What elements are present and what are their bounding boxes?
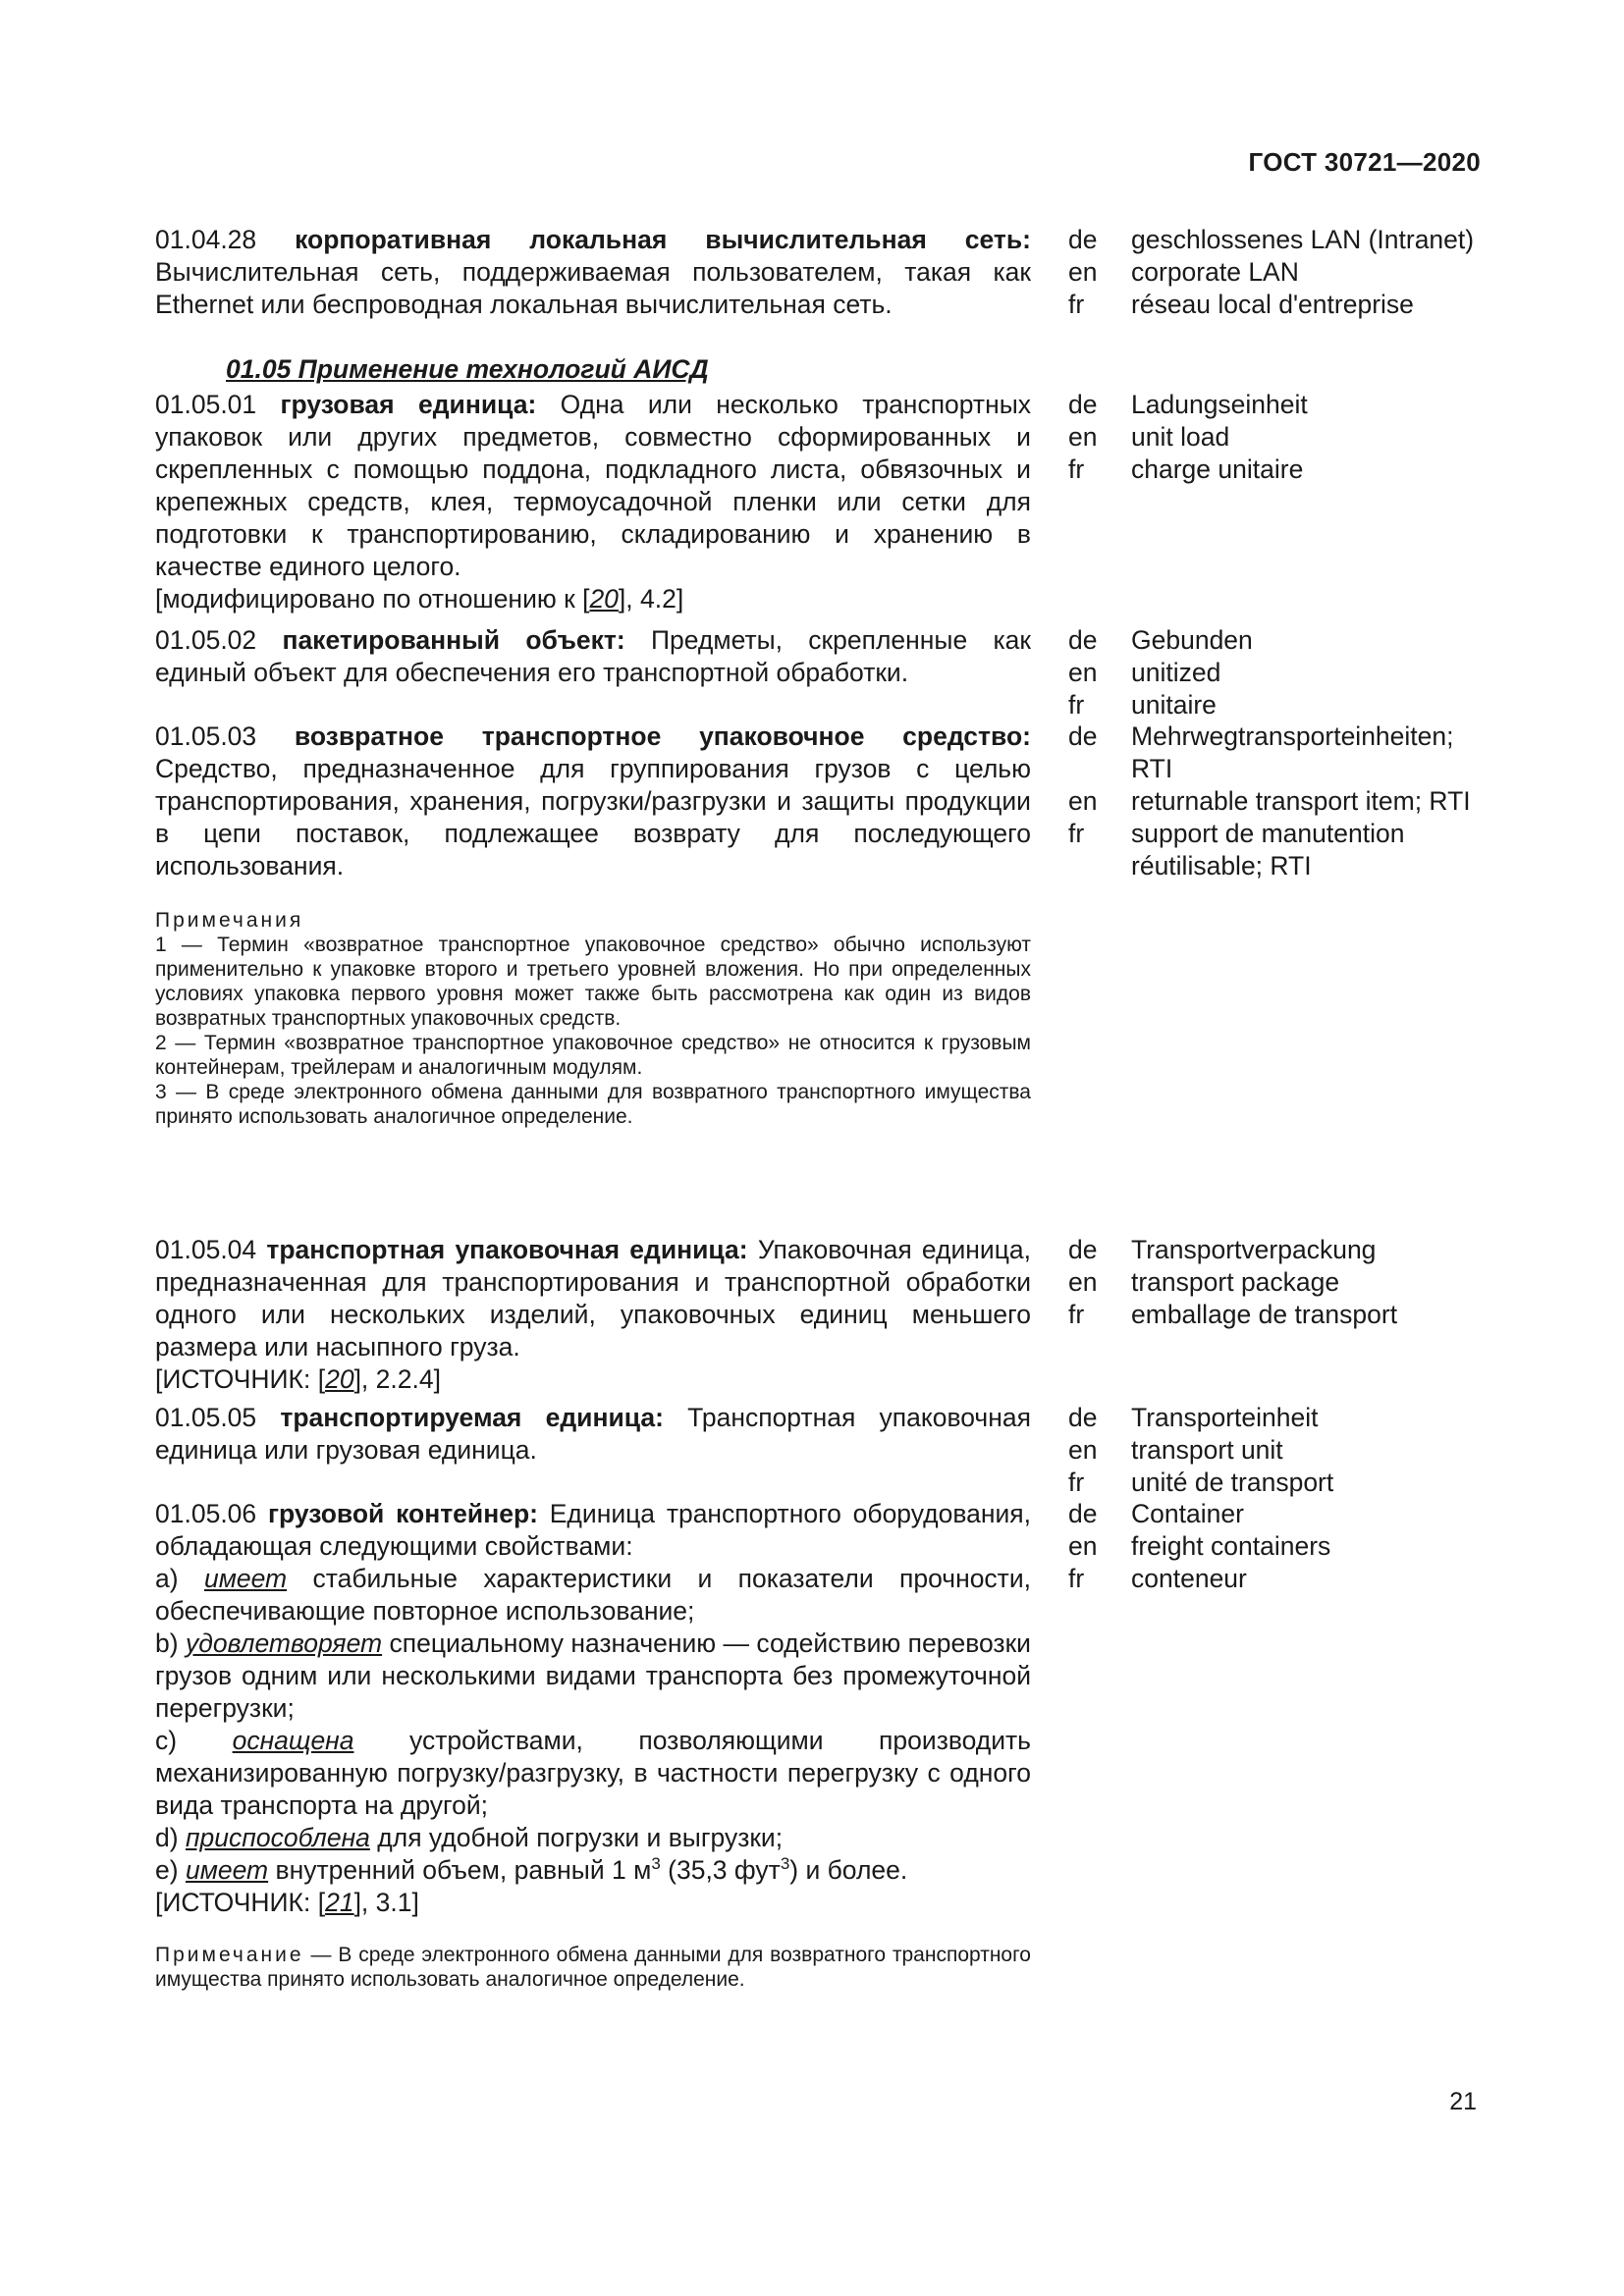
translation-term: Transporteinheit bbox=[1131, 1403, 1319, 1432]
translations-01-05-01 bbox=[1068, 389, 1500, 486]
translation-term: corporate LAN bbox=[1131, 257, 1299, 287]
translation-term: unitaire bbox=[1131, 690, 1217, 720]
translation-term: transport unit bbox=[1131, 1435, 1283, 1465]
entry-number: 01.04.28 bbox=[155, 225, 257, 254]
entry-definition: Вычислительная сеть, поддерживаемая пользователем, такая как Ethernet или беспроводная локальная вычислительная сеть. bbox=[155, 257, 1031, 319]
translation-term: Mehrwegtransporteinheiten; RTI bbox=[1131, 721, 1454, 783]
lang-code: fr bbox=[1068, 1564, 1085, 1593]
translation-term: charge unitaire bbox=[1131, 454, 1304, 484]
entry-01-05-03 bbox=[155, 721, 1031, 1129]
translation-term: support de manutention réutilisable; RTI bbox=[1131, 819, 1405, 881]
section-title: 01.05 Применение технологий АИСД bbox=[226, 354, 709, 384]
translations-01-05-02 bbox=[1068, 624, 1500, 721]
page-number: 21 bbox=[1449, 2088, 1477, 2115]
translation-term: unitized bbox=[1131, 658, 1221, 687]
reference-link[interactable]: 20 bbox=[589, 584, 619, 614]
entry-term: возвратное транспортное упаковочное средство: bbox=[294, 721, 1031, 751]
entry-01-05-02 bbox=[155, 624, 1031, 689]
entry-term: грузовой контейнер: bbox=[267, 1499, 538, 1528]
entry-term: пакетированный объект: bbox=[282, 625, 625, 655]
entry-number: 01.05.04 bbox=[155, 1235, 257, 1264]
entry-term: транспортная упаковочная единица: bbox=[266, 1235, 748, 1264]
list-item: c) оснащена устройствами, позволяющими производить механизированную погрузку/разгрузку, в частности перегрузку с одного вида транспорта на другой; bbox=[155, 1726, 1031, 1820]
entry-01-05-05 bbox=[155, 1402, 1031, 1467]
entry-source: [ИСТОЧНИК: [21], 3.1] bbox=[155, 1888, 419, 1917]
translation-term: transport package bbox=[1131, 1267, 1340, 1297]
lang-code: en bbox=[1068, 422, 1098, 452]
lang-code: en bbox=[1068, 1531, 1098, 1561]
translation-term: Transportverpackung bbox=[1131, 1235, 1377, 1264]
entry-number: 01.05.03 bbox=[155, 721, 257, 751]
list-item: e) имеет внутренний объем, равный 1 $м^3$ (35,3 фут$^3$) и более. bbox=[155, 1854, 908, 1885]
entry-definition: Средство, предназначенное для группирования грузов с целью транспортирования, хранения, погрузки/разгрузки и защиты продукции в цепи поставок, подлежащее возврату для последующего использования. bbox=[155, 754, 1031, 881]
lang-code: en bbox=[1068, 257, 1098, 287]
list-item: a) имеет стабильные характеристики и показатели прочности, обеспечивающие повторное использование; bbox=[155, 1564, 1031, 1626]
lang-code: fr bbox=[1068, 1300, 1085, 1329]
lang-code: de bbox=[1068, 225, 1098, 254]
entry-01-04-28 bbox=[155, 224, 1031, 321]
entry-definition: Предметы, скрепленные как единый объект для обеспечения его транспортной обработки. bbox=[155, 625, 1031, 687]
entry-definition: Единица транспортного оборудования, обладающая следующими свойствами: bbox=[155, 1499, 1031, 1561]
lang-code: en bbox=[1068, 786, 1098, 816]
translations-01-04-28 bbox=[1068, 224, 1500, 321]
translation-term: Container bbox=[1131, 1499, 1244, 1528]
reference-link[interactable]: 20 bbox=[325, 1364, 354, 1394]
entry-term: грузовая единица: bbox=[280, 390, 537, 419]
lang-code: fr bbox=[1068, 690, 1085, 720]
lang-code: fr bbox=[1068, 1468, 1085, 1497]
entry-definition: Упаковочная единица, предназначенная для транспортирования и транспортной обработки одного или нескольких изделий, упаковочных единиц меньшего размера или насыпного груза. bbox=[155, 1235, 1032, 1362]
translations-01-05-05 bbox=[1068, 1402, 1500, 1499]
entry-number: 01.05.02 bbox=[155, 625, 257, 655]
translation-term: returnable transport item; RTI bbox=[1131, 786, 1471, 816]
lang-code: en bbox=[1068, 1267, 1098, 1297]
entry-source: [ИСТОЧНИК: [20], 2.2.4] bbox=[155, 1364, 441, 1394]
lang-code: fr bbox=[1068, 454, 1085, 484]
translation-term: unit load bbox=[1131, 422, 1230, 452]
note-item: 1 — Термин «возвратное транспортное упаковочное средство» обычно используют применительно к упаковке второго и третьего уровней вложения. Но при определенных условиях упаковка первого уровня может также быть рассмотрена как один из видов возвратных транспортных упаковочных средств. bbox=[155, 934, 1031, 1030]
notes-title: Примечания bbox=[155, 909, 304, 932]
lang-code: de bbox=[1068, 390, 1098, 419]
translation-term: Ladungseinheit bbox=[1131, 390, 1308, 419]
entry-01-05-04 bbox=[155, 1234, 1031, 1396]
note-item: 2 — Термин «возвратное транспортное упаковочное средство» не относится к грузовым контейнерам, трейлерам и аналогичным модулям. bbox=[155, 1032, 1031, 1079]
entry-term: корпоративная локальная вычислительная сеть: bbox=[295, 225, 1031, 254]
translation-term: conteneur bbox=[1131, 1564, 1247, 1593]
reference-link[interactable]: 21 bbox=[325, 1888, 354, 1917]
translation-term: freight containers bbox=[1131, 1531, 1331, 1561]
translation-term: réseau local d'entreprise bbox=[1131, 290, 1414, 319]
note-item: 3 — В среде электронного обмена данными для возвратного транспортного имущества принято использовать аналогичное определение. bbox=[155, 1081, 1031, 1128]
lang-code: de bbox=[1068, 721, 1098, 751]
translations-01-05-04 bbox=[1068, 1234, 1500, 1331]
entry-01-05-01 bbox=[155, 389, 1031, 615]
note: Примечание — В среде электронного обмена данными для возвратного транспортного имущества принято использовать аналогичное определение. bbox=[155, 1944, 1031, 1991]
lang-code: fr bbox=[1068, 290, 1085, 319]
lang-code: en bbox=[1068, 1435, 1098, 1465]
lang-code: de bbox=[1068, 1235, 1098, 1264]
lang-code: de bbox=[1068, 1403, 1098, 1432]
lang-code: fr bbox=[1068, 819, 1085, 848]
translation-term: emballage de transport bbox=[1131, 1300, 1398, 1329]
list-item: d) приспособлена для удобной погрузки и выгрузки; bbox=[155, 1823, 784, 1852]
document-code: ГОСТ 30721—2020 bbox=[1248, 147, 1481, 177]
entry-number: 01.05.06 bbox=[155, 1499, 257, 1528]
entry-term: транспортируемая единица: bbox=[280, 1403, 664, 1432]
entry-definition: Одна или несколько транспортных упаковок или других предметов, совместно сформированных и скрепленных с помощью поддона, подкладного листа, обвязочных и крепежных средств, клея, термоусадочной пленки или сетки для подготовки к транспортированию, складированию и хранению в качестве единого целого. bbox=[155, 390, 1032, 581]
entry-definition: Транспортная упаковочная единица или грузовая единица. bbox=[155, 1403, 1031, 1465]
lang-code: de bbox=[1068, 1499, 1098, 1528]
translation-term: Gebunden bbox=[1131, 625, 1253, 655]
translation-term: geschlossenes LAN (Intranet) bbox=[1131, 225, 1475, 254]
translations-01-05-03 bbox=[1068, 721, 1500, 882]
entry-source: [модифицировано по отношению к [20], 4.2] bbox=[155, 584, 684, 614]
list-item: b) удовлетворяет специальному назначению — содействию перевозки грузов одним или несколькими видами транспорта без промежуточной перегрузки; bbox=[155, 1629, 1031, 1723]
translation-term: unité de transport bbox=[1131, 1468, 1334, 1497]
entry-01-05-06 bbox=[155, 1498, 1031, 1992]
entry-number: 01.05.05 bbox=[155, 1403, 257, 1432]
lang-code: de bbox=[1068, 625, 1098, 655]
lang-code: en bbox=[1068, 658, 1098, 687]
entry-number: 01.05.01 bbox=[155, 390, 257, 419]
translations-01-05-06 bbox=[1068, 1498, 1500, 1595]
